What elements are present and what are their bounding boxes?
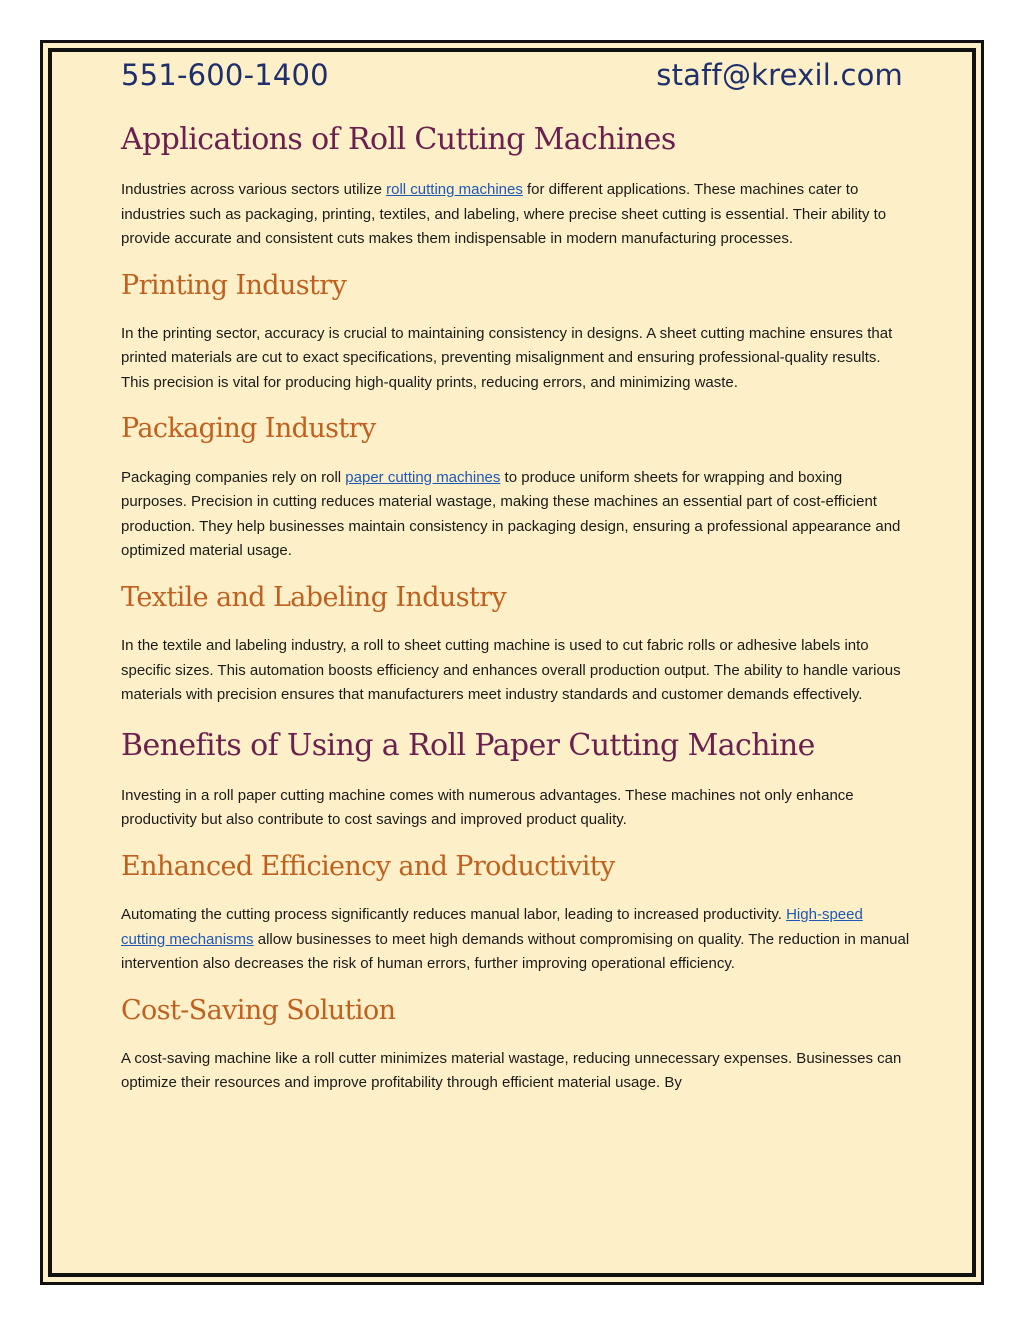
efficiency-text-after: allow businesses to meet high demands without compromising on quality. The reduction in manual intervention also decreases the risk of human errors, further improving operational efficiency. xyxy=(121,930,910,973)
packaging-paragraph xyxy=(121,466,911,564)
printing-paragraph: In the printing sector, accuracy is crucial to maintaining consistency in designs. A sheet cutting machine ensures that printed materials are cut to exact specifications, preventing misalignment and ensuring professional-quality results. This precision is vital for producing high-quality prints, reducing errors, and minimizing waste. xyxy=(121,324,893,391)
document-content xyxy=(121,58,911,1096)
packaging-text-after: to produce uniform sheets for wrapping and boxing purposes. Precision in cutting reduces material wastage, making these machines an essential part of cost-efficient production. They help businesses maintain consistency in packaging design, ensuring a professional appearance and optimized material usage. xyxy=(121,468,901,560)
paper-cutting-machines-link[interactable]: paper cutting machines xyxy=(345,468,501,486)
heading-cost-saving-solution: Cost-Saving Solution xyxy=(121,994,396,1026)
cost-paragraph: A cost-saving machine like a roll cutter minimizes material wastage, reducing unnecessary expenses. Businesses can optimize their resources and improve profitability through efficient material usage. By xyxy=(121,1049,902,1092)
email-address: staff@krexil.com xyxy=(656,58,903,92)
high-speed-cutting-link[interactable]: High-speed cutting mechanisms xyxy=(121,906,863,948)
packaging-text-before: Packaging companies rely on roll xyxy=(121,468,346,486)
title-benefits: Benefits of Using a Roll Paper Cutting Machine xyxy=(121,727,815,763)
heading-packaging-industry: Packaging Industry xyxy=(121,413,376,445)
roll-cutting-machines-link[interactable]: roll cutting machines xyxy=(386,181,523,198)
heading-printing-industry: Printing Industry xyxy=(121,269,347,301)
intro-text-before: Industries across various sectors utilize xyxy=(121,181,387,198)
phone-number: 551-600-1400 xyxy=(121,58,329,92)
textile-paragraph: In the textile and labeling industry, a roll to sheet cutting machine is used to cut fabric rolls or adhesive labels into specific sizes. This automation boosts efficiency and enhances overall production output. The ability to handle various materials with precision ensures that manufacturers meet industry standards and customer demands effectively. xyxy=(121,637,901,704)
title-applications: Applications of Roll Cutting Machines xyxy=(121,122,676,157)
contact-header xyxy=(121,58,911,102)
heading-textile-labeling-industry: Textile and Labeling Industry xyxy=(121,581,507,613)
efficiency-paragraph xyxy=(121,903,911,977)
intro-text-after: for different applications. These machines cater to industries such as packaging, printing, textiles, and labeling, where precise sheet cutting is essential. Their ability to provide accurate and consistent cuts makes them indispensable in modern manufacturing processes. xyxy=(121,181,887,247)
heading-enhanced-efficiency: Enhanced Efficiency and Productivity xyxy=(121,850,615,882)
efficiency-text-before: Automating the cutting process significantly reduces manual labor, leading to increased productivity. xyxy=(121,906,787,924)
benefits-paragraph: Investing in a roll paper cutting machine comes with numerous advantages. These machines not only enhance productivity but also contribute to cost savings and improved product quality. xyxy=(121,786,854,829)
intro-paragraph xyxy=(121,178,911,252)
